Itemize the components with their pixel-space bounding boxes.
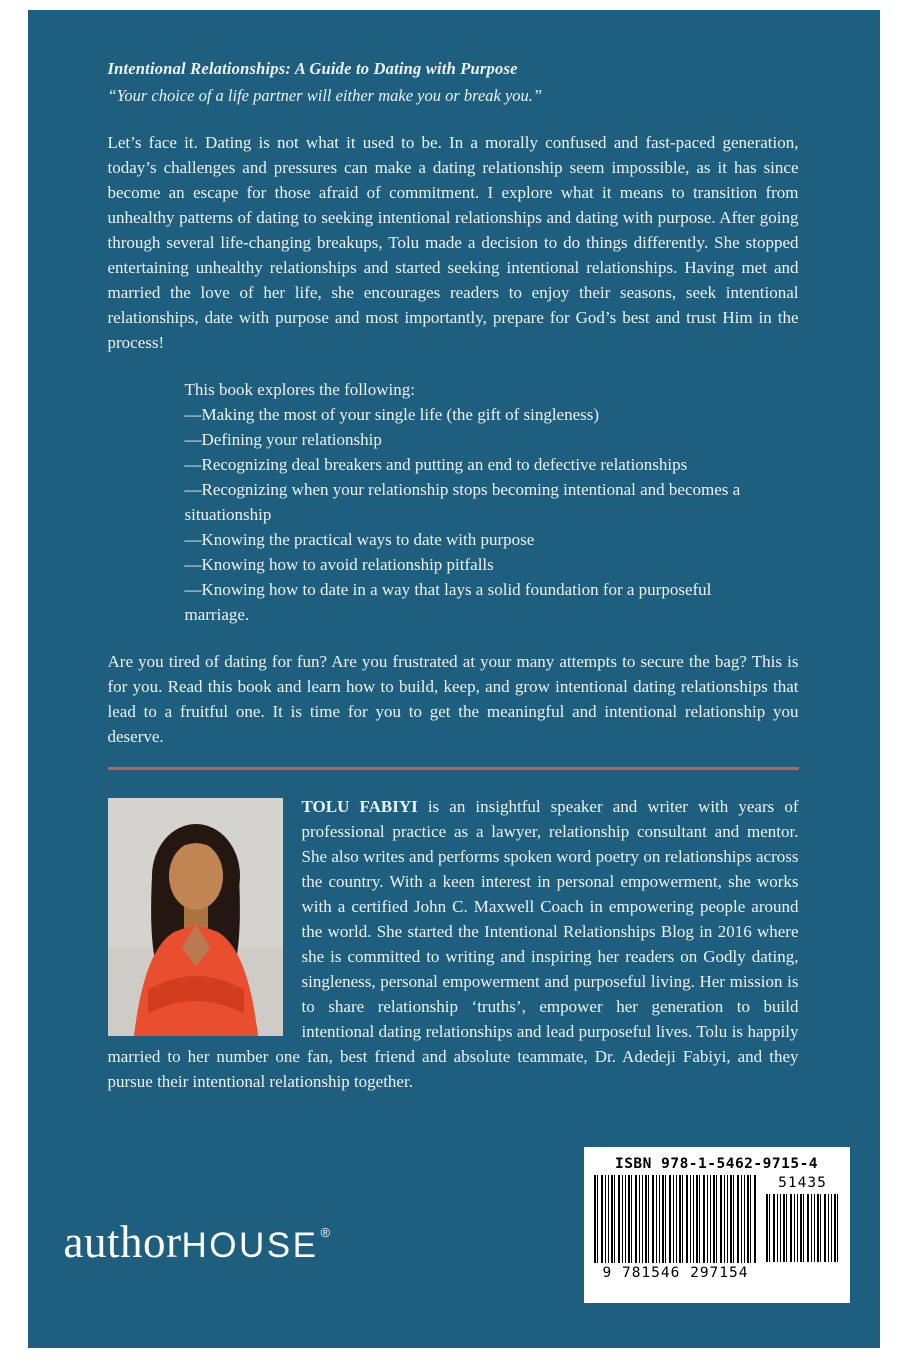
topic-item: —Knowing the practical ways to date with purpose (184, 530, 535, 549)
barcode-main (594, 1175, 758, 1281)
topic-item: —Making the most of your single life (the gift of singleness) (184, 405, 600, 424)
isbn-number: ISBN 978-1-5462-9715-4 (614, 1156, 819, 1172)
book-back-cover (28, 10, 880, 1348)
barcode-addon-bars (766, 1194, 840, 1262)
topic-item: —Recognizing when your relationship stops becoming intentional and becomes a situationship (184, 480, 741, 524)
book-topics-list (185, 377, 799, 627)
barcode-addon-code: 51435 (778, 1175, 827, 1191)
synopsis-closing-paragraph: Are you tired of dating for fun? Are you frustrated at your many attempts to secure the bag? This is for you. Read this book and learn how to build, keep, and grow intentional dating relationships that lead to a fruitful one. It is time for you to get the meaningful and intentional relationship you deserve. (107, 652, 799, 746)
book-title: Intentional Relationships: A Guide to Dating with Purpose (107, 59, 518, 78)
topic-item: —Knowing how to avoid relationship pitfalls (184, 555, 494, 574)
author-bio-text: is an insightful speaker and writer with years of professional practice as a lawyer, relationship consultant and mentor. She also writes and performs spoken word poetry on relationships across the country. With a keen interest in personal empowerment, she works with a certified John C. Maxwell Coach in empowering people around the world. She started the Intentional Relationships Blog in 2016 where she is committed to writing and inspiring her readers on Godly dating, singleness, personal empowerment and purposeful living. Her mission is to share relationship ‘truths’, empower her generation to build intentional dating relationships and lead purposeful lives. Tolu is happily married to her number one fan, best friend and absolute teammate, Dr. Adedeji Fabiyi, and they pursue their intentional relationship together. (107, 797, 799, 1091)
barcode-row (594, 1175, 840, 1281)
barcode-bars (594, 1175, 758, 1263)
author-photo (108, 798, 283, 1036)
cover-content (28, 10, 880, 1094)
topic-item: —Recognizing deal breakers and putting an end to defective relationships (184, 455, 688, 474)
synopsis-intro-paragraph: Let’s face it. Dating is not what it used to be. In a morally confused and fast-paced generation, today’s challenges and pressures can make a dating relationship seem impossible, as it has since become an escape for those afraid of commitment. I explore what it means to transition from unhealthy patterns of dating to seeking intentional relationships and dating with purpose. After going through several life-changing breakups, Tolu made a decision to do things differently. She stopped entertaining unhealthy relationships and started seeking intentional relationships. Having met and married the love of her life, she encourages readers to enjoy their seasons, seek intentional relationships, date with purpose and most importantly, prepare for God’s best and trust Him in the process! (107, 133, 799, 352)
topics-heading: This book explores the following: (184, 380, 415, 399)
barcode-digits: 9 781546 297154 (602, 1265, 749, 1281)
section-divider (108, 767, 799, 770)
registered-trademark-symbol: ® (320, 1225, 331, 1240)
book-tagline: “Your choice of a life partner will either make you or break you.” (107, 86, 543, 105)
publisher-logo-house: HOUSE (181, 1226, 319, 1265)
publisher-logo-author: author (63, 1217, 182, 1267)
barcode-addon (766, 1175, 840, 1281)
barcode-panel (584, 1147, 850, 1303)
publisher-logo (64, 1216, 331, 1268)
topic-item: —Defining your relationship (184, 430, 382, 449)
author-name: TOLU FABIYI (301, 797, 418, 816)
topic-item: —Knowing how to date in a way that lays a solid foundation for a purposeful marriage. (184, 580, 712, 624)
author-portrait-illustration (108, 798, 283, 1036)
author-bio-section (108, 794, 799, 1094)
